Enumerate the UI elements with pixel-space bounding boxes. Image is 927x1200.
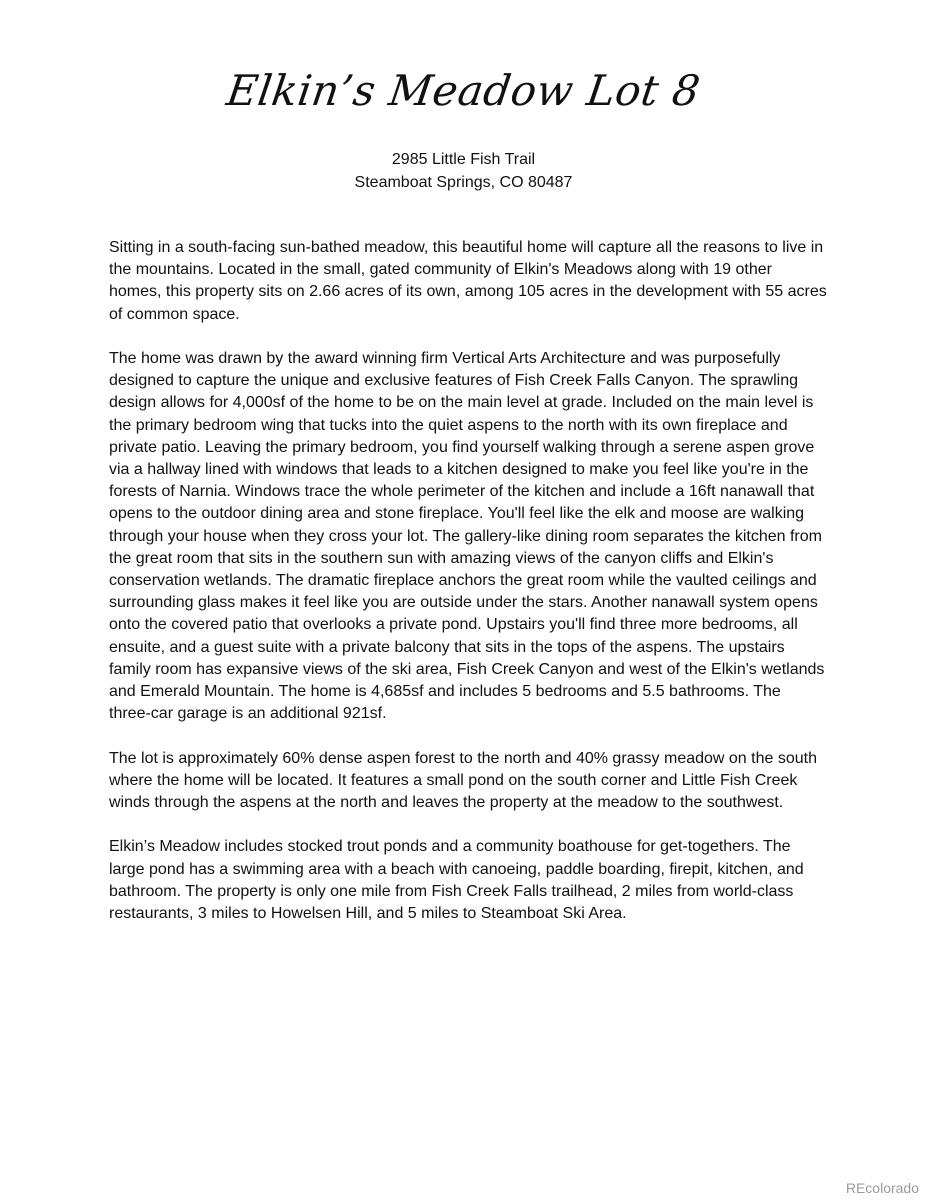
address-city-state-zip: Steamboat Springs, CO 80487 (354, 174, 573, 191)
watermark: REcolorado (845, 1180, 919, 1196)
paragraph-setting: Sitting in a south-facing sun-bathed meadow, this beautiful home will capture all the reasons to live in the mountains. Located in the small, gated community of Elkin's Meadows along with 19 other homes, this property sits on 2.66 acres of its own, among 105 acres in the development with 55 acres of common space. (109, 239, 827, 323)
paragraph-home-design: The home was drawn by the award winning firm Vertical Arts Architecture and was purposefully designed to capture the unique and exclusive features of Fish Creek Falls Canyon. The sprawling design allows for 4,000sf of the home to be on the main level at grade. Included on the main level is the primary bedroom wing that tucks into the quiet aspens to the north with its own fireplace and private patio. Leaving the primary bedroom, you find yourself walking through a serene aspen grove via a hallway lined with windows that leads to a kitchen designed to make you feel like you're in the forests of Narnia. Windows trace the whole perimeter of the kitchen and include a 16ft nanawall that opens to the outdoor dining area and stone fireplace. You'll feel like the elk and moose are walking through your house when they cross your lot. The gallery-like dining room separates the kitchen from the great room that sits in the southern sun with amazing views of the canyon cliffs and Elkin's conservation wetlands. The dramatic fireplace anchors the great room while the vaulted ceilings and surrounding glass makes it feel like you are outside under the stars. Another nanawall system opens onto the covered patio that overlooks a private pond. Upstairs you'll find three more bedrooms, all ensuite, and a guest suite with a private balcony that sits in the tops of the aspens. The upstairs family room has expansive views of the ski area, Fish Creek Canyon and west of the Elkin's wetlands and Emerald Mountain. The home is 4,685sf and includes 5 bedrooms and 5.5 bathrooms. The three-car garage is an additional 921sf. (109, 350, 825, 723)
paragraph-lot: The lot is approximately 60% dense aspen forest to the north and 40% grassy meadow on the south where the home will be located. It features a small pond on the south corner and Little Fish Creek winds through the aspens at the north and leaves the property at the meadow to the southwest. (109, 749, 817, 812)
address-street: 2985 Little Fish Trail (391, 151, 536, 168)
description-body (109, 237, 827, 947)
document-title: Elkin’s Meadow Lot 8 (223, 66, 704, 115)
paragraph-community: Elkin’s Meadow includes stocked trout ponds and a community boathouse for get-togethers. The large pond has a swimming area with a beach with canoeing, paddle boarding, firepit, kitchen, and bathroom. The property is only one mile from Fish Creek Falls trailhead, 2 miles from world-class restaurants, 3 miles to Howelsen Hill, and 5 miles to Steamboat Ski Area. (109, 838, 804, 923)
property-address (0, 148, 927, 194)
